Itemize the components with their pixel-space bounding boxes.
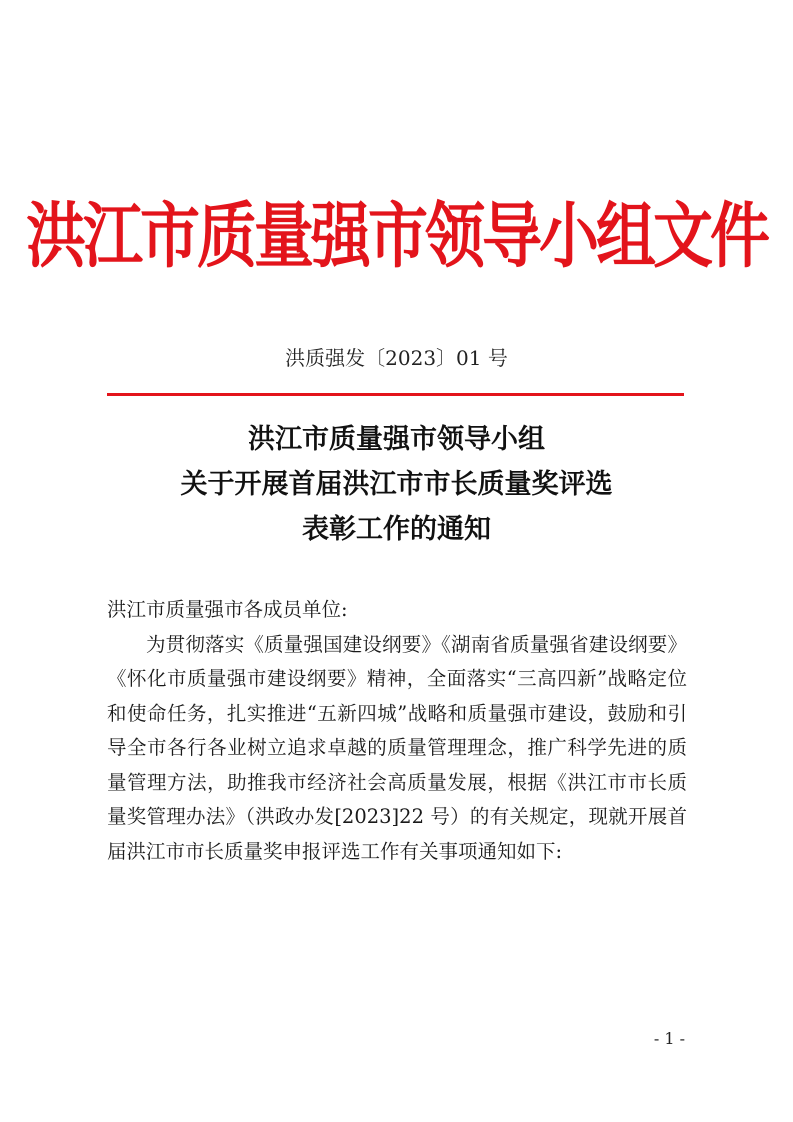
document-masthead: 洪江市质量强市领导小组文件: [26, 195, 767, 279]
red-divider-line: [107, 393, 684, 396]
document-number: 洪质强发〔2023〕01 号: [285, 346, 508, 370]
title-line-3: 表彰工作的通知: [302, 514, 491, 545]
page-number: - 1 -: [653, 1029, 685, 1048]
title-line-1: 洪江市质量强市领导小组: [248, 424, 545, 455]
body-paragraph: 为贯彻落实《质量强国建设纲要》《湖南省质量强省建设纲要》《怀化市质量强市建设纲要》精神，全面落实“三高四新”战略定位和使命任务，扎实推进“五新四城”战略和质量强市建设，鼓励和引导全市各行各业树立追求卓越的质量管理理念，推广科学先进的质量管理方法，助推我市经济社会高质量发展，根据《洪江市市长质量奖管理办法》（洪政办发[2023]22 号）的有关规定，现就开展首届洪江市市长质量奖申报评选工作有关事项通知如下:: [107, 632, 687, 863]
document-title: [0, 417, 793, 552]
title-line-2: 关于开展首届洪江市市长质量奖评选: [180, 469, 613, 500]
salutation: 洪江市质量强市各成员单位:: [107, 598, 348, 621]
document-body: [107, 593, 687, 869]
